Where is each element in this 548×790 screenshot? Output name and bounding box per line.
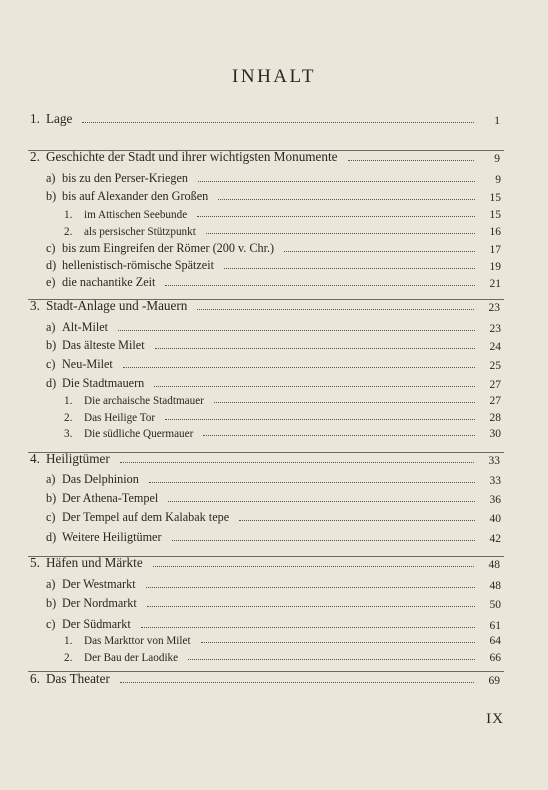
toc-item xyxy=(46,574,501,592)
toc-section xyxy=(30,109,500,127)
toc-subitem xyxy=(64,646,501,664)
entry-number: 3. xyxy=(30,298,40,313)
entry-title: Der Athena-Tempel xyxy=(62,491,159,505)
entry-title: im Attischen Seebunde xyxy=(84,209,188,221)
dot-leader xyxy=(165,284,475,286)
entry-number: a) xyxy=(46,577,56,591)
section-divider xyxy=(28,671,504,672)
entry-page-number: 27 xyxy=(489,379,501,391)
toc-item xyxy=(46,354,501,372)
entry-page-number: 30 xyxy=(489,428,501,440)
toc-subitem xyxy=(64,203,501,221)
dot-leader xyxy=(198,180,475,182)
toc-item xyxy=(46,272,501,290)
dot-leader xyxy=(172,539,475,541)
dot-leader xyxy=(201,641,475,643)
entry-title: Die Stadtmauern xyxy=(62,376,145,390)
entry-number: d) xyxy=(46,376,57,390)
entry-title: Der Westmarkt xyxy=(62,577,136,591)
dot-leader xyxy=(118,329,475,331)
dot-leader xyxy=(147,605,475,607)
toc-item xyxy=(46,317,501,335)
entry-title: Das älteste Milet xyxy=(62,338,145,352)
dot-leader xyxy=(82,121,474,123)
entry-number: 4. xyxy=(30,451,40,466)
entry-title: bis auf Alexander den Großen xyxy=(62,189,209,203)
entry-number: e) xyxy=(46,275,56,289)
toc-item xyxy=(46,469,501,487)
dot-leader xyxy=(203,434,475,436)
entry-page-number: 17 xyxy=(489,244,501,256)
entry-title: bis zum Eingreifen der Römer (200 v. Chr.) xyxy=(62,241,275,255)
entry-page-number: 24 xyxy=(489,341,501,353)
dot-leader xyxy=(153,565,474,567)
entry-number: d) xyxy=(46,258,57,272)
dot-leader xyxy=(141,626,475,628)
entry-page-number: 69 xyxy=(488,675,500,687)
entry-number: 1. xyxy=(64,395,73,407)
entry-page-number: 25 xyxy=(489,360,501,372)
entry-page-number: 23 xyxy=(489,323,501,335)
entry-title: Neu-Milet xyxy=(62,357,113,371)
entry-title: Häfen und Märkte xyxy=(46,555,143,570)
toc-subitem xyxy=(64,220,501,238)
toc-item xyxy=(46,488,501,506)
dot-leader xyxy=(348,159,474,161)
section-divider xyxy=(28,150,504,151)
entry-page-number: 48 xyxy=(488,559,500,571)
entry-number: 2. xyxy=(64,652,73,664)
entry-title: Lage xyxy=(46,111,73,126)
entry-number: c) xyxy=(46,617,56,631)
toc-item xyxy=(46,335,501,353)
toc-item xyxy=(46,186,501,204)
entry-title: Heiligtümer xyxy=(46,451,110,466)
dot-leader xyxy=(188,658,475,660)
entry-number: 2. xyxy=(64,412,73,424)
entry-number: a) xyxy=(46,320,56,334)
entry-number: b) xyxy=(46,491,57,505)
entry-title: Alt-Milet xyxy=(62,320,109,334)
entry-page-number: 64 xyxy=(489,635,501,647)
entry-title: Der Tempel auf dem Kalabak tepe xyxy=(62,510,230,524)
entry-page-number: 16 xyxy=(489,226,501,238)
entry-page-number: 66 xyxy=(489,652,501,664)
entry-number: 5. xyxy=(30,555,40,570)
dot-leader xyxy=(149,481,475,483)
dot-leader xyxy=(197,308,474,310)
entry-title: Geschichte der Stadt und ihrer wichtigsten Monumente xyxy=(46,149,338,164)
entry-title: Die archaische Stadtmauer xyxy=(84,395,204,407)
entry-number: 6. xyxy=(30,671,40,686)
entry-title: hellenistisch-römische Spätzeit xyxy=(62,258,214,272)
entry-page-number: 15 xyxy=(489,192,501,204)
entry-page-number: 23 xyxy=(488,302,500,314)
entry-number: a) xyxy=(46,171,56,185)
entry-page-number: 9 xyxy=(494,153,500,165)
entry-number: 2. xyxy=(64,226,73,238)
entry-page-number: 61 xyxy=(489,620,501,632)
entry-number: a) xyxy=(46,472,56,486)
toc-subitem xyxy=(64,629,501,647)
entry-page-number: 9 xyxy=(495,174,501,186)
entry-page-number: 50 xyxy=(489,599,501,611)
entry-number: 1. xyxy=(64,209,73,221)
entry-page-number: 28 xyxy=(489,412,501,424)
page-title: INHALT xyxy=(232,66,316,87)
entry-number: 1. xyxy=(30,111,40,126)
dot-leader xyxy=(120,461,474,463)
entry-title: Das Delphinion xyxy=(62,472,139,486)
dot-leader xyxy=(239,519,475,521)
entry-page-number: 33 xyxy=(489,475,501,487)
dot-leader xyxy=(123,366,475,368)
dot-leader xyxy=(197,215,475,217)
dot-leader xyxy=(206,232,475,234)
entry-number: c) xyxy=(46,241,56,255)
section-divider xyxy=(28,452,504,453)
entry-title: Weitere Heiligtümer xyxy=(62,530,162,544)
entry-title: Die südliche Quermauer xyxy=(84,428,194,440)
entry-title: bis zu den Perser-Kriegen xyxy=(62,171,188,185)
entry-number: c) xyxy=(46,510,56,524)
dot-leader xyxy=(214,401,475,403)
entry-page-number: 48 xyxy=(489,580,501,592)
toc-subitem xyxy=(64,422,501,440)
entry-number: 2. xyxy=(30,149,40,164)
entry-page-number: 19 xyxy=(489,261,501,273)
dot-leader xyxy=(155,347,475,349)
entry-number: b) xyxy=(46,596,57,610)
entry-page-number: 42 xyxy=(489,533,501,545)
section-divider xyxy=(28,299,504,300)
entry-number: c) xyxy=(46,357,56,371)
dot-leader xyxy=(224,267,475,269)
dot-leader xyxy=(284,250,475,252)
entry-page-number: 40 xyxy=(489,513,501,525)
dot-leader xyxy=(165,418,475,420)
dot-leader xyxy=(120,681,474,683)
page-number: IX xyxy=(486,711,504,727)
entry-title: Das Markttor von Milet xyxy=(84,635,191,647)
dot-leader xyxy=(168,500,475,502)
toc-subitem xyxy=(64,389,501,407)
entry-title: die nachantike Zeit xyxy=(62,275,156,289)
toc-item xyxy=(46,168,501,186)
entry-page-number: 21 xyxy=(489,278,501,290)
entry-title: Der Nordmarkt xyxy=(62,596,137,610)
dot-leader xyxy=(218,198,475,200)
entry-title: Der Bau der Laodike xyxy=(84,652,179,664)
dot-leader xyxy=(146,586,475,588)
dot-leader xyxy=(154,385,475,387)
entry-page-number: 36 xyxy=(489,494,501,506)
entry-title: Stadt-Anlage und -Mauern xyxy=(46,298,188,313)
entry-page-number: 1 xyxy=(494,115,500,127)
entry-number: b) xyxy=(46,189,57,203)
entry-number: d) xyxy=(46,530,57,544)
entry-title: als persischer Stützpunkt xyxy=(84,226,196,238)
entry-number: 1. xyxy=(64,635,73,647)
entry-number: b) xyxy=(46,338,57,352)
entry-page-number: 27 xyxy=(489,395,501,407)
entry-page-number: 15 xyxy=(489,209,501,221)
entry-title: Der Südmarkt xyxy=(62,617,131,631)
entry-number: 3. xyxy=(64,428,73,440)
toc-item xyxy=(46,507,501,525)
toc-item xyxy=(46,255,501,273)
entry-title: Das Theater xyxy=(46,671,110,686)
entry-title: Das Heilige Tor xyxy=(84,412,156,424)
toc-item xyxy=(46,238,501,256)
toc-item xyxy=(46,527,501,545)
section-divider xyxy=(28,556,504,557)
entry-page-number: 33 xyxy=(488,455,500,467)
toc-item xyxy=(46,593,501,611)
